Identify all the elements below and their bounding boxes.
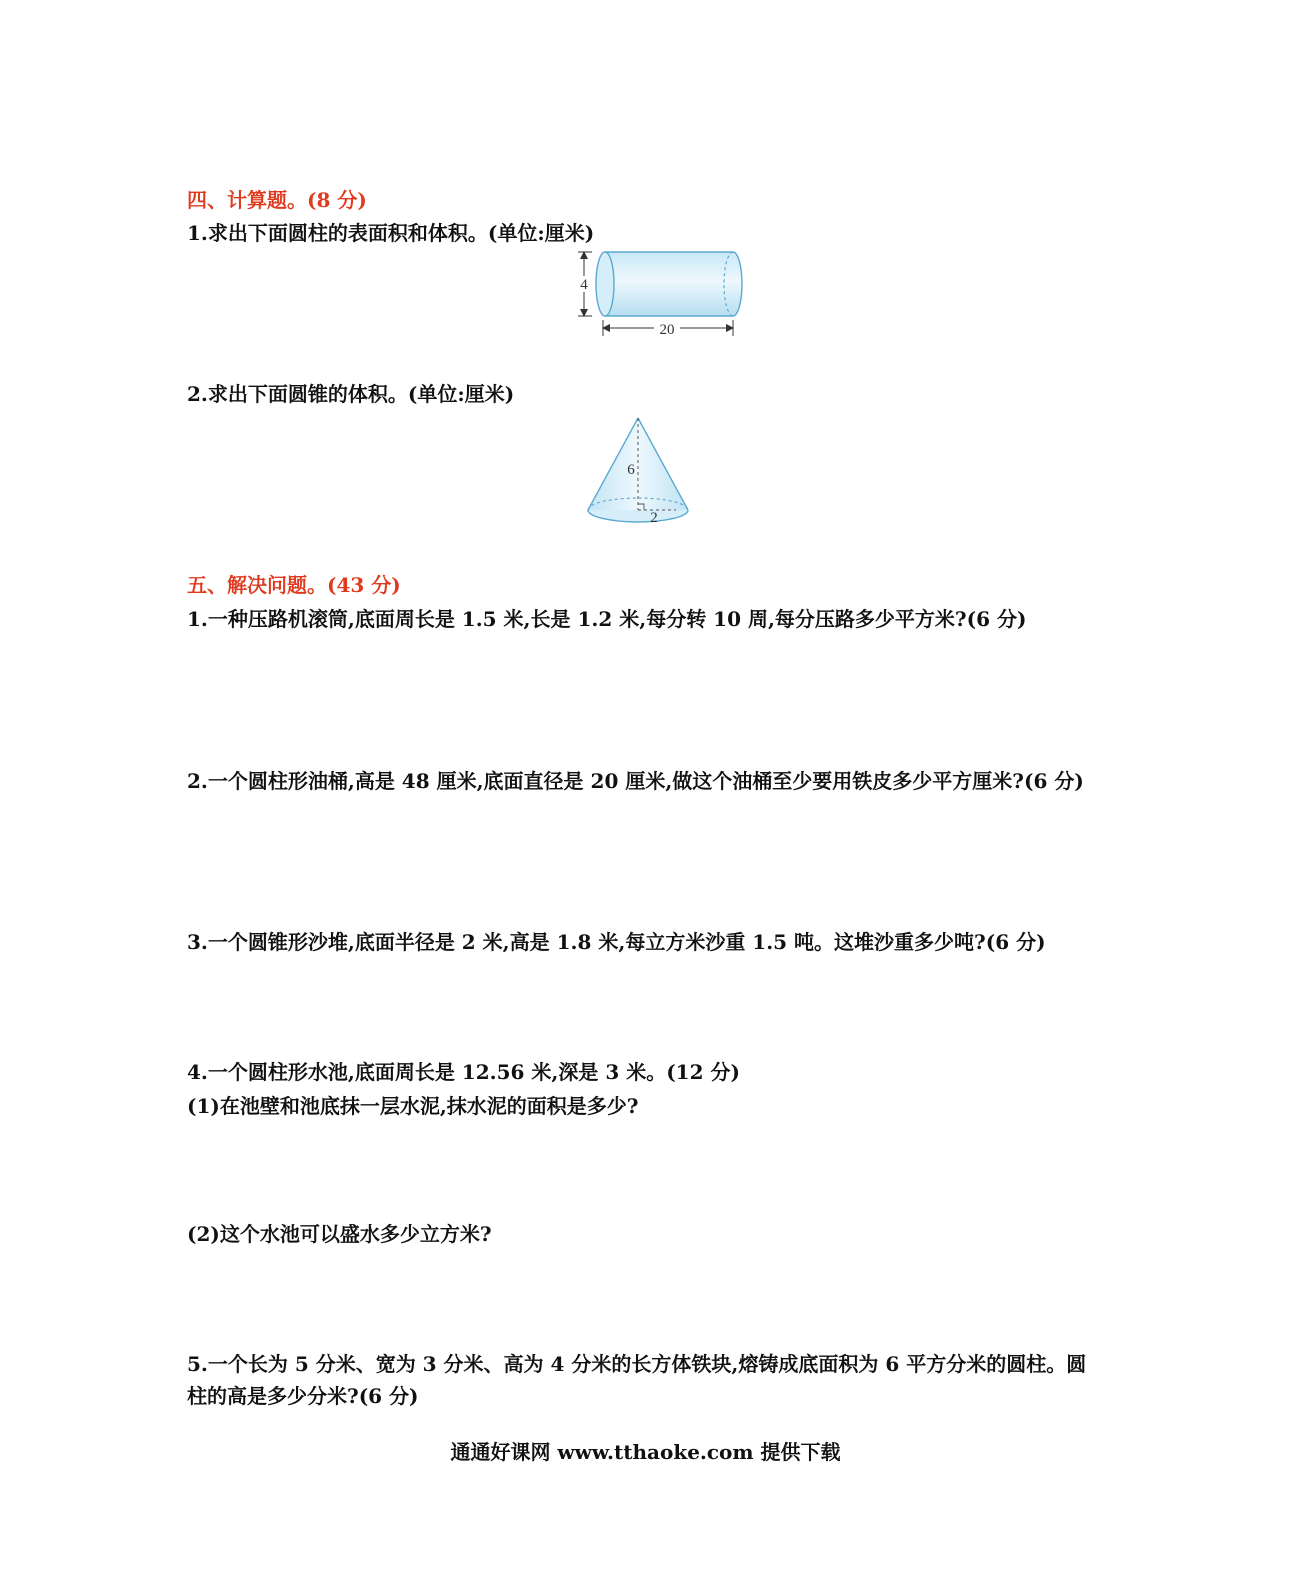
- cone-figure: [580, 410, 695, 528]
- cone-radius-label: 2: [650, 510, 658, 526]
- section-4-title: 四、计算题。(8 分): [187, 188, 367, 212]
- question-4-2: 2.求出下面圆锥的体积。(单位:厘米): [187, 382, 515, 406]
- cylinder-figure: [570, 246, 750, 342]
- question-5-4: 4.一个圆柱形水池,底面周长是 12.56 米,深是 3 米。(12 分): [187, 1060, 740, 1084]
- question-5-5: 5.一个长为 5 分米、宽为 3 分米、高为 4 分米的长方体铁块,熔铸成底面积为 6 平方分米的圆柱。圆柱的高是多少分米?(6 分): [187, 1352, 1087, 1408]
- question-5-4-part-2: (2)这个水池可以盛水多少立方米?: [187, 1222, 492, 1246]
- question-5-1: 1.一种压路机滚筒,底面周长是 1.5 米,长是 1.2 米,每分转 10 周,每分压路多少平方米?(6 分): [187, 607, 1027, 631]
- cone-height-label: 6: [627, 462, 635, 478]
- question-5-2: 2.一个圆柱形油桶,高是 48 厘米,底面直径是 20 厘米,做这个油桶至少要用铁皮多少平方厘米?(6 分): [187, 769, 1084, 793]
- page-footer: 通通好课网 www.tthaoke.com 提供下载: [450, 1440, 841, 1464]
- question-5-4-part-1: (1)在池壁和池底抹一层水泥,抹水泥的面积是多少?: [187, 1094, 639, 1118]
- question-5-3: 3.一个圆锥形沙堆,底面半径是 2 米,高是 1.8 米,每立方米沙重 1.5 吨。这堆沙重多少吨?(6 分): [187, 930, 1046, 954]
- cylinder-length-label: 20: [659, 322, 675, 338]
- section-5-title: 五、解决问题。(43 分): [187, 573, 401, 597]
- question-4-1: 1.求出下面圆柱的表面积和体积。(单位:厘米): [187, 221, 595, 245]
- cylinder-height-label: 4: [580, 277, 588, 293]
